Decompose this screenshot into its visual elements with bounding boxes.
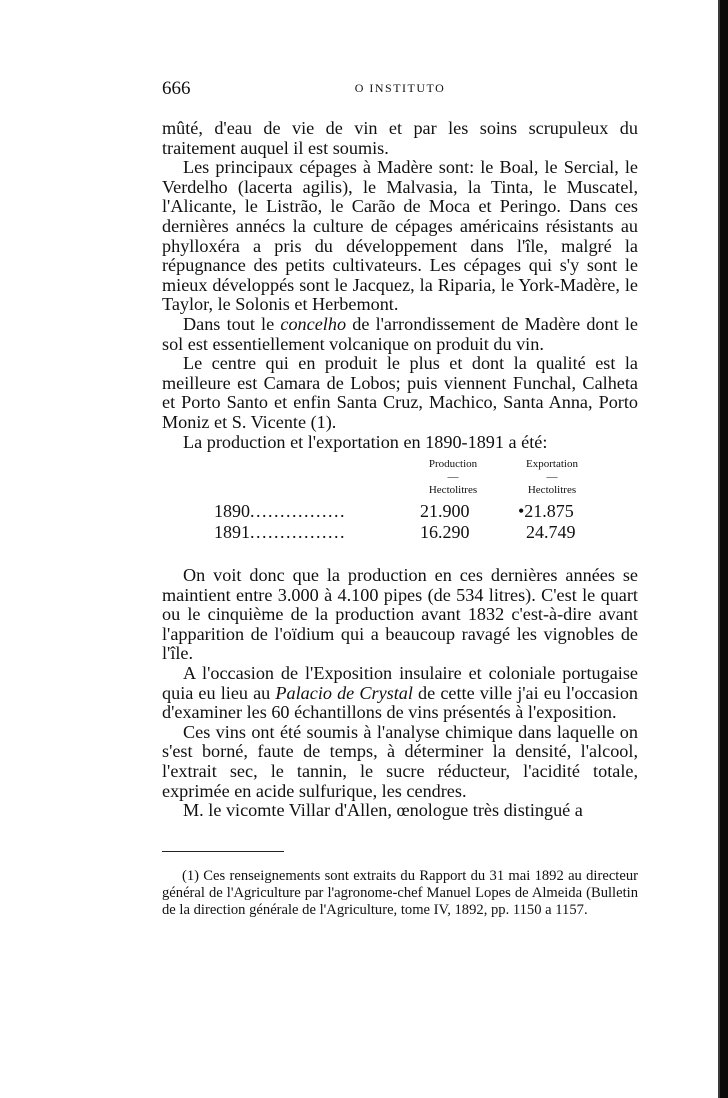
body-text-top bbox=[162, 119, 638, 452]
exportation-unit: Hectolitres bbox=[527, 484, 577, 496]
running-title: O INSTITUTO bbox=[354, 81, 446, 95]
production-unit: Hectolitres bbox=[428, 484, 478, 496]
production-dash: — bbox=[447, 471, 459, 483]
exportation-title: Exportation bbox=[526, 458, 578, 470]
column-header-exportation bbox=[497, 458, 607, 497]
paragraph-8: Ces vins ont été soumis à l'analyse chimique dans laquelle on s'est borné, faute de temps, à déterminer la densité, l'alcool, l'extrait sec, le tannin, le sucre réducteur, l'acidité totale, exprimée en acide sulfurique, les cendres. bbox=[162, 721, 638, 801]
paragraph-1: mûté, d'eau de vie de vin et par les soins scrupuleux du traitement auquel il est soumis. bbox=[162, 118, 638, 158]
row-leader-dots: ................ bbox=[250, 522, 346, 542]
page-number: 666 bbox=[162, 78, 191, 99]
paragraph-7-start: A l'occasion de l'Exposition insulaire et coloniale portugaise quia eu lieu au bbox=[162, 662, 638, 703]
paragraph-5: La production et l'exportation en 1890-1891 a été: bbox=[183, 431, 548, 452]
production-value-1891: 16.290 bbox=[420, 522, 470, 542]
paragraph-3 bbox=[162, 315, 638, 354]
scan-edge-border bbox=[720, 0, 728, 1098]
concelho-term: concelho bbox=[280, 313, 347, 334]
body-text-bottom bbox=[162, 566, 638, 821]
exportation-value-1891: 24.749 bbox=[526, 522, 576, 542]
paragraph-3-end: de l'arrondissement de Madère dont le sol est essentiellement volcanique on produit du vin. bbox=[162, 313, 638, 354]
paragraph-7-end: de cette ville j'ai eu l'occasion d'examiner les 60 échantillons de vins présentés à l'exposition. bbox=[162, 682, 639, 723]
palacio-name: Palacio de Crystal bbox=[275, 682, 413, 703]
paragraph-4: Le centre qui en produit le plus et dont la qualité est la meilleure est Camara de Lobos; puis viennent Funchal, Calheta et Porto Santo et enfin Santa Cruz, Machico, Santa Anna, Porto Moniz et S. Vicente (1). bbox=[162, 353, 638, 432]
production-value-1890: 21.900 bbox=[420, 501, 470, 521]
paragraph-7 bbox=[162, 664, 638, 723]
exportation-dash: — bbox=[546, 471, 558, 483]
footnote-text: (1) Ces renseignements sont extraits du Rapport du 31 mai 1892 au directeur général de l'Agriculture par l'agronome-chef Manuel Lopes de Almeida (Bulletin de la direction générale de l'Agriculture, tome IV, 1892, pp. 1150 a 1157. bbox=[162, 868, 638, 918]
paragraph-6: On voit donc que la production en ces dernières années se maintient entre 3.000 à 4.100 pipes (de 534 litres). C'est le quart ou le cinquième de la production avant 1832 c'est-à-dire avant l'apparition de l'oïdium qui a beaucoup ravagé les vignobles de l'île. bbox=[162, 565, 638, 664]
paragraph-9: M. le vicomte Villar d'Allen, œnologue très distingué a bbox=[183, 800, 583, 821]
row-leader-dots: ................ bbox=[250, 501, 346, 521]
production-title: Production bbox=[428, 458, 478, 470]
footnote-rule bbox=[162, 851, 284, 852]
paragraph-3-start: Dans tout le bbox=[183, 313, 281, 334]
exportation-value-1890: •21.875 bbox=[518, 501, 574, 521]
row-year: 1890 bbox=[214, 501, 250, 521]
footnote bbox=[162, 868, 638, 919]
column-header-production bbox=[398, 458, 508, 497]
row-year: 1891 bbox=[214, 522, 250, 542]
table-row-1891 bbox=[214, 522, 346, 543]
production-table bbox=[162, 458, 638, 548]
page-header bbox=[162, 78, 638, 100]
table-row-1890 bbox=[214, 501, 346, 522]
paragraph-2: Les principaux cépages à Madère sont: le Boal, le Sercial, le Verdelho (lacerta agilis), le Malvasia, la Tinta, le Muscatel, l'Alicante, le Listrão, le Carão de Moca et Peringo. Dans ces dernières annécs la culture de cépages américains résistants au phylloxéra a pris du développement dans l'île, malgré la répugnance des petits cultivateurs. Les cépages qui s'y sont le mieux développés sont le Jacquez, la Riparia, le York-Madère, le Taylor, le Solonis et Herbemont. bbox=[162, 157, 638, 315]
